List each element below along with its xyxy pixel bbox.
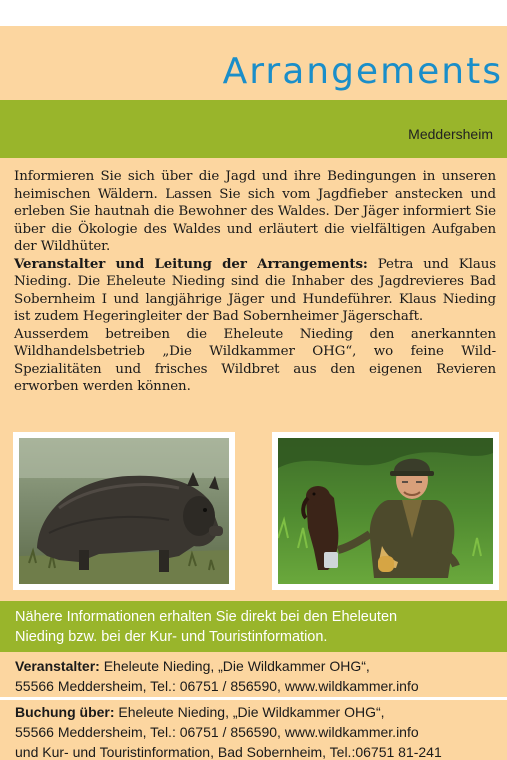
organizer-heading: Veranstalter und Leitung der Arrangements:	[14, 255, 368, 272]
info-line-1: Nähere Informationen erhalten Sie direkt bei den Eheleuten	[15, 609, 398, 625]
info-line-2: Nieding bzw. bei der Kur- und Touristinformation.	[15, 629, 328, 645]
top-margin	[0, 0, 507, 26]
organizer-contact-line-1	[15, 656, 505, 676]
organizer-paragraph	[14, 256, 496, 326]
booking-contact	[15, 702, 505, 760]
booking-contact-line-2: 55566 Meddersheim, Tel.: 06751 / 856590, www.wildkammer.info	[15, 724, 419, 740]
wild-boar-photo	[13, 432, 235, 590]
booking-contact-label: Buchung über:	[15, 704, 115, 720]
body-text	[14, 168, 496, 396]
organizer-contact-name: Eheleute Nieding, „Die Wildkammer OHG“,	[99, 658, 370, 674]
hunter-dog-image	[278, 438, 493, 584]
contact-divider	[0, 697, 507, 700]
info-text	[15, 607, 500, 647]
organizer-contact-label: Veranstalter:	[15, 658, 100, 674]
organizer-contact-line-2: 55566 Meddersheim, Tel.: 06751 / 856590, www.wildkammer.info	[15, 678, 419, 694]
location-label: Meddersheim	[408, 126, 493, 142]
intro-paragraph: Informieren Sie sich über die Jagd und ihre Bedingungen in unseren heimischen Wäldern. Lassen Sie sich vom Jagdfieber anstecken und erleben Sie hautnah die Bewohner des Waldes. Der Jäger informiert Sie über die Ökologie des Waldes und erläutert die vielfältigen Aufgaben der Wildhüter.	[14, 169, 496, 254]
wild-boar-image	[19, 438, 229, 584]
booking-contact-line-1	[15, 702, 505, 722]
organizer-contact	[15, 656, 505, 696]
page-title: Arrangements	[222, 51, 503, 92]
hunter-with-dog-photo	[272, 432, 499, 590]
organizer-text: Petra und Klaus Nieding. Die Eheleute Nieding sind die Inhaber des Jagdrevieres Bad Sobernheim I und langjährige Jäger und Hundeführer. Klaus Nieding ist zudem Hegeringleiter der Bad Sobernheimer Jägerschaft.	[14, 256, 497, 324]
booking-contact-name: Eheleute Nieding, „Die Wildkammer OHG“,	[114, 704, 385, 720]
booking-contact-line-3: und Kur- und Touristinformation, Bad Sobernheim, Tel.:06751 81-241	[15, 744, 442, 760]
extra-paragraph: Ausserdem betreiben die Eheleute Nieding den anerkannten Wildhandelsbetrieb „Die Wildkammer OHG“, wo feine Wild-Spezialitäten und frisches Wildbret aus den eigenen Revieren erworben werden können.	[14, 326, 496, 394]
